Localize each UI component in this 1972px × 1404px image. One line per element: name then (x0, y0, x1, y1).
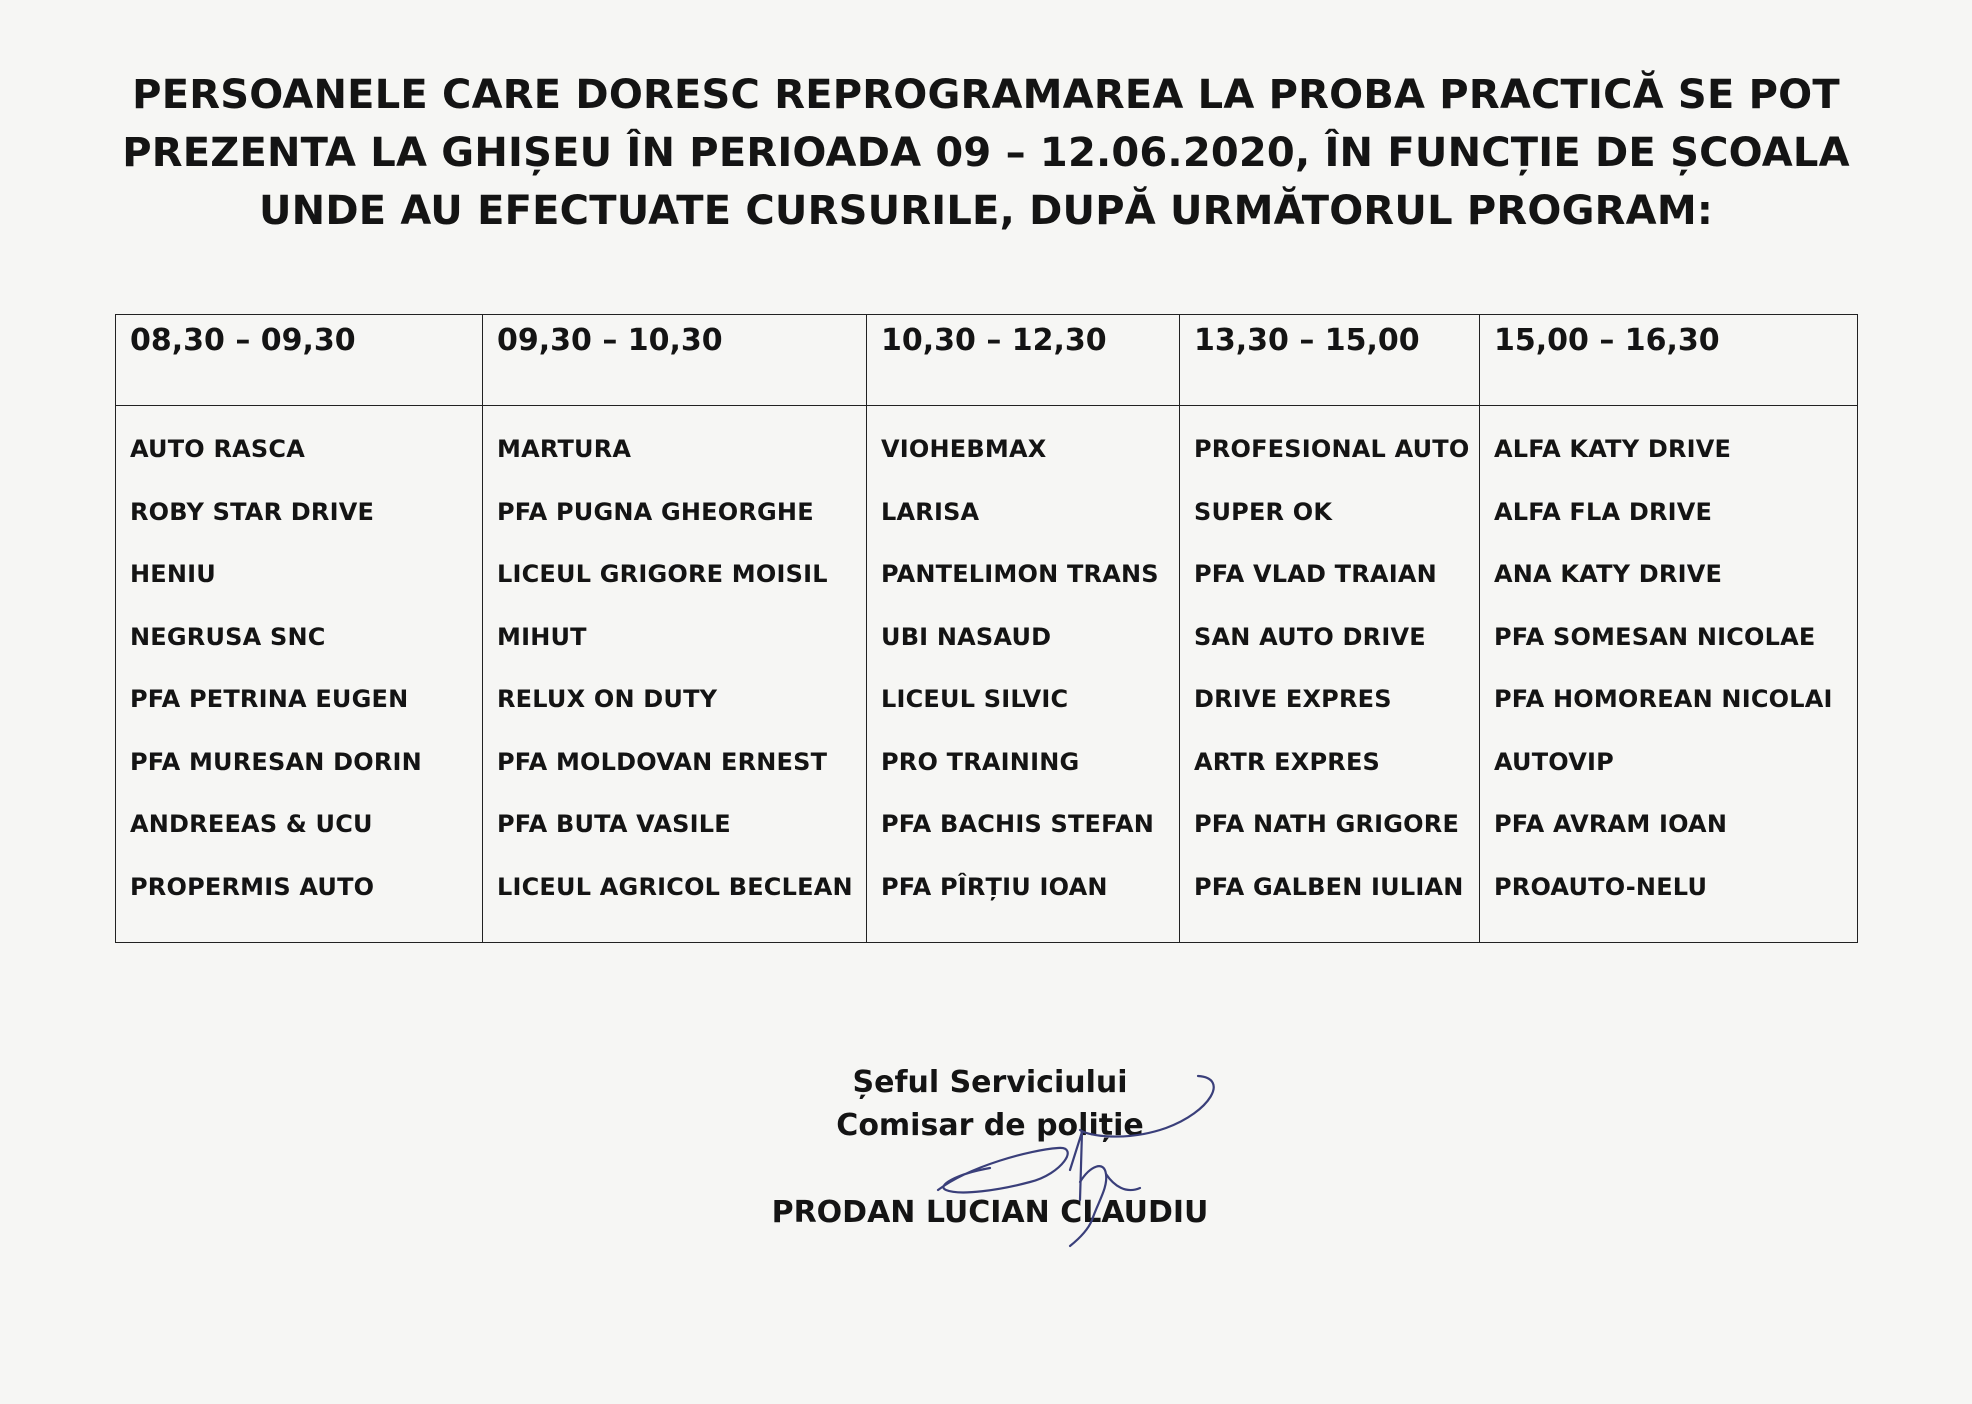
announcement-heading (40, 66, 1932, 240)
school-name: AUTO RASCA (130, 435, 305, 463)
time-slot-header: 09,30 – 10,30 (483, 315, 867, 406)
school-name: ARTR EXPRES (1194, 747, 1381, 776)
school-name: UBI NASAUD (881, 622, 1052, 651)
school-name: PFA BUTA VASILE (497, 810, 731, 838)
signatory-title: Șeful Serviciului (852, 1065, 1128, 1100)
school-name: PFA PETRINA EUGEN (130, 685, 409, 713)
school-name: LICEUL SILVIC (881, 685, 1069, 713)
school-name: ALFA KATY DRIVE (1494, 435, 1732, 463)
school-name: PFA AVRAM IOAN (1494, 810, 1728, 838)
school-name: ROBY STAR DRIVE (130, 497, 375, 526)
school-name: LICEUL GRIGORE MOISIL (497, 560, 828, 588)
signatory-rank: Comisar de poliție (836, 1108, 1144, 1143)
school-name: PFA MOLDOVAN ERNEST (497, 747, 828, 776)
school-name: PFA VLAD TRAIAN (1194, 560, 1437, 588)
school-name: VIOHEBMAX (881, 435, 1047, 463)
handwritten-signature-icon (930, 1070, 1230, 1270)
school-name: PFA HOMOREAN NICOLAI (1494, 685, 1833, 713)
school-name: ALFA FLA DRIVE (1494, 497, 1713, 526)
school-list-column (483, 406, 867, 943)
school-list-column (1180, 406, 1480, 943)
school-name: MARTURA (497, 435, 632, 463)
school-name: PROAUTO-NELU (1494, 872, 1708, 901)
school-name: PFA NATH GRIGORE (1194, 810, 1460, 838)
school-name: ANA KATY DRIVE (1494, 560, 1723, 588)
school-list-column (867, 406, 1180, 943)
school-name: PRO TRAINING (881, 747, 1080, 776)
school-name: ANDREEAS & UCU (130, 810, 373, 838)
school-name: SUPER OK (1194, 497, 1333, 526)
school-name: NEGRUSA SNC (130, 622, 326, 651)
signatory-name: PRODAN LUCIAN CLAUDIU (771, 1195, 1209, 1230)
time-slot-header: 13,30 – 15,00 (1180, 315, 1480, 406)
time-slot-header: 15,00 – 16,30 (1480, 315, 1858, 406)
school-name: RELUX ON DUTY (497, 685, 718, 713)
school-name: PFA PÎRȚIU IOAN (881, 872, 1108, 901)
school-name: AUTOVIP (1494, 747, 1614, 776)
school-name: SAN AUTO DRIVE (1194, 622, 1426, 651)
school-list-column (1480, 406, 1858, 943)
school-list-column (116, 406, 483, 943)
time-slot-header: 08,30 – 09,30 (116, 315, 483, 406)
school-name: PFA MURESAN DORIN (130, 747, 422, 776)
school-name: PFA GALBEN IULIAN (1194, 872, 1464, 901)
school-name: PFA PUGNA GHEORGHE (497, 497, 814, 526)
school-name: DRIVE EXPRES (1194, 685, 1392, 713)
heading-line-3: UNDE AU EFECTUATE CURSURILE, DUPĂ URMĂTORUL PROGRAM: (258, 188, 1714, 234)
heading-line-1: PERSOANELE CARE DORESC REPROGRAMAREA LA PROBA PRACTICĂ SE POT (132, 72, 1840, 118)
school-name: MIHUT (497, 622, 587, 651)
time-slot-header: 10,30 – 12,30 (867, 315, 1180, 406)
schedule-table (115, 314, 1858, 943)
schedule-body-row (116, 406, 1858, 943)
school-name: HENIU (130, 560, 216, 588)
school-name: PFA BACHIS STEFAN (881, 810, 1155, 838)
school-name: PROFESIONAL AUTO (1194, 435, 1470, 463)
school-name: PROPERMIS AUTO (130, 872, 375, 901)
schedule-header-row (116, 315, 1858, 406)
school-name: LICEUL AGRICOL BECLEAN (497, 872, 853, 901)
heading-line-2: PREZENTA LA GHIȘEU ÎN PERIOADA 09 – 12.06.2020, ÎN FUNCȚIE DE ȘCOALA (122, 130, 1850, 176)
school-name: LARISA (881, 497, 980, 526)
school-name: PFA SOMESAN NICOLAE (1494, 622, 1816, 651)
school-name: PANTELIMON TRANS (881, 560, 1159, 588)
